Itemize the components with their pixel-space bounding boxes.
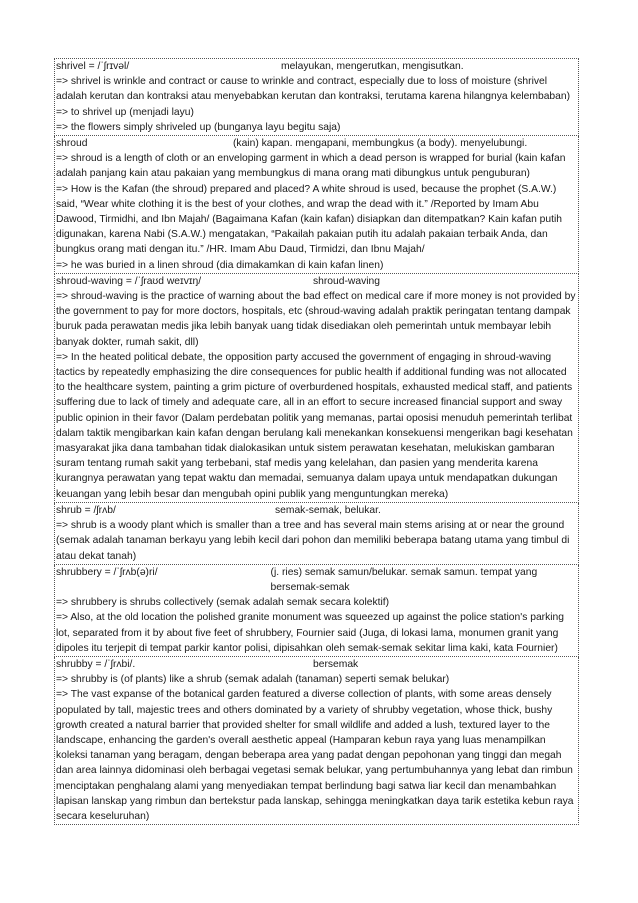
entry-line: => How is the Kafan (the shroud) prepared and placed? A white shroud is used, because the prophet (S.A.W.) said, “Wear white clothing it is the best of your clothes, and wrap the dead with it.” /Reported by Imam Abu Dawood, Tirmidhi, and Ibn Majah/ (Bagaimana Kafan (kain kafan) disiapkan dan ditempatkan? Kain kafan putih digunakan, karena Nabi (S.A.W.) mengatakan, “Pakailah pakaian putih itu adalah pakaian terbaik Anda, dan bungkus orang mati dengan itu.” /HR. Imam Abu Daud, Tirmidzi, dan Ibnu Majah/: [56, 183, 562, 256]
entry-line: => In the heated political debate, the opposition party accused the government of engaging in shroud-waving tactics by repeatedly emphasizing the dire consequences for public health if additional funding was not allocated to the healthcare system, painting a grim picture of overburdened hospitals, exhausted medical staff, and patients suffering due to lack of timely and adequate care, all in an effort to secure increased financial support and sway public opinion in their favor (Dalam perdebatan politik yang memanas, partai oposisi menuduh pemerintah terlibat dalam taktik mengibarkan kain kafan dengan berulang kali menekankan konsekuensi mengerikan bagi kesehatan masyarakat jika dana tambahan tidak dialokasikan untuk sistem perawatan kesehatan, melukiskan gambaran suram tentang rumah sakit yang terbebani, staf medis yang kelelahan, dan pasien yang menderita karena kurangnya perawatan yang tepat waktu dan memadai, semuanya dalam upaya untuk mendapatkan dukungan keuangan yang lebih besar dan mengubah opini publik yang menguntungkan mereka): [56, 351, 573, 500]
entry-header: [56, 503, 577, 518]
entry-translation: (j. ries) semak samun/belukar. semak samun. tempat yang bersemak-semak: [270, 566, 538, 593]
entry-term: shrubby = /ˈʃrʌbi/.: [56, 658, 136, 670]
entry-translation: (kain) kapan. mengapani, membungkus (a body). menyelubungi.: [233, 138, 528, 150]
entry-shroud-waving: [54, 274, 579, 503]
entry-shrubby: [54, 657, 579, 825]
entry-line: => to shrivel up (menjadi layu): [56, 106, 194, 118]
entry-shroud: [54, 136, 579, 274]
entry-line: => The vast expanse of the botanical garden featured a diverse collection of plants, with some areas densely populated by tall, majestic trees and others dominated by a variety of shrubby vegetation, whose thick, bushy growth created a natural barrier that provided shelter for small wildlife and added a lush, textured layer to the landscape, enhancing the garden's overall aesthetic appeal (Hamparan kebun raya yang luas menampilkan koleksi tanaman yang beragam, dengan beberapa area yang padat dengan pepohonan yang tinggi dan megah dan area lainnya didominasi oleh berbagai vegetasi semak belukar, yang pertumbuhannya yang lebat dan rimbun menciptakan penghalang alami yang menyediakan tempat berlindung bagi satwa liar kecil dan menambahkan lapisan lanskap yang rimbun dan bertekstur pada lanskap, sehingga meningkatkan daya tarik estetika kebun raya secara keseluruhan): [56, 689, 574, 822]
entry-term: shrivel = /ˈʃrɪvəl/: [56, 61, 130, 72]
entry-translation: semak-semak, belukar.: [275, 504, 381, 516]
entry-shrubbery: [54, 565, 579, 657]
entry-header: [56, 59, 577, 74]
entry-term: shrubbery = /ˈʃrʌb(ə)ri/: [56, 566, 158, 578]
entry-header: [56, 657, 577, 672]
entry-term: shroud: [56, 138, 88, 150]
entry-line: => he was buried in a linen shroud (dia dimakamkan di kain kafan linen): [56, 259, 384, 271]
entry-term: shroud-waving = /ˈʃraʊd weɪvɪŋ/: [56, 275, 202, 287]
entry-line: => Also, at the old location the polished granite monument was squeezed up against the police station's parking lot, separated from it by about five feet of shrubbery, Fournier said (Juga, di lokasi lama, monumen granit yang dipoles itu terjepit di tempat parkir kantor polisi, dipisahkan oleh semak-semak sekitar lima kaki, kata Fournier): [56, 612, 564, 654]
entry-shrivel: [54, 58, 579, 136]
entry-translation: melayukan, mengerutkan, mengisutkan.: [281, 61, 464, 72]
entry-header: [56, 565, 577, 595]
entry-shrub: [54, 503, 579, 565]
entry-line: => shrubby is (of plants) like a shrub (semak adalah (tanaman) seperti semak belukar): [56, 674, 450, 686]
entry-line: => the flowers simply shriveled up (bunganya layu begitu saja): [56, 121, 341, 133]
entry-line: => shrubbery is shrubs collectively (semak adalah semak secara kolektif): [56, 597, 390, 609]
entry-header: [56, 274, 577, 289]
entry-translation: bersemak: [313, 658, 359, 670]
entry-translation: shroud-waving: [313, 275, 380, 287]
entry-term: shrub = /ʃrʌb/: [56, 504, 116, 516]
dictionary-document: [54, 58, 579, 825]
entry-line: => shroud-waving is the practice of warning about the bad effect on medical care if more money is not provided by the government to pay for more doctors, hospitals, etc (shroud-waving adalah praktik peringatan tentang dampak buruk pada perawatan medis jika lebih banyak uang tidak disediakan oleh pemerintah untuk membayar lebih banyak dokter, rumah sakit, dll): [56, 291, 576, 348]
entry-line: => shrivel is wrinkle and contract or cause to wrinkle and contract, especially due to loss of moisture (shrivel adalah kerutan dan kontraksi atau menyebabkan kerutan dan kontraksi, terutama karena hilangnya kelembaban): [56, 76, 571, 103]
entry-header: [56, 136, 577, 151]
entry-line: => shrub is a woody plant which is smaller than a tree and has several main stems arising at or near the ground (semak adalah tanaman berkayu yang lebih kecil dari pohon dan memiliki beberapa batang utama yang timbul di atau dekat tanah): [56, 520, 570, 562]
entry-line: => shroud is a length of cloth or an enveloping garment in which a dead person is wrapped for burial (kain kafan adalah panjang kain atau pakaian yang membungkus di mana orang mati dibungkus untuk penguburan): [56, 153, 566, 180]
